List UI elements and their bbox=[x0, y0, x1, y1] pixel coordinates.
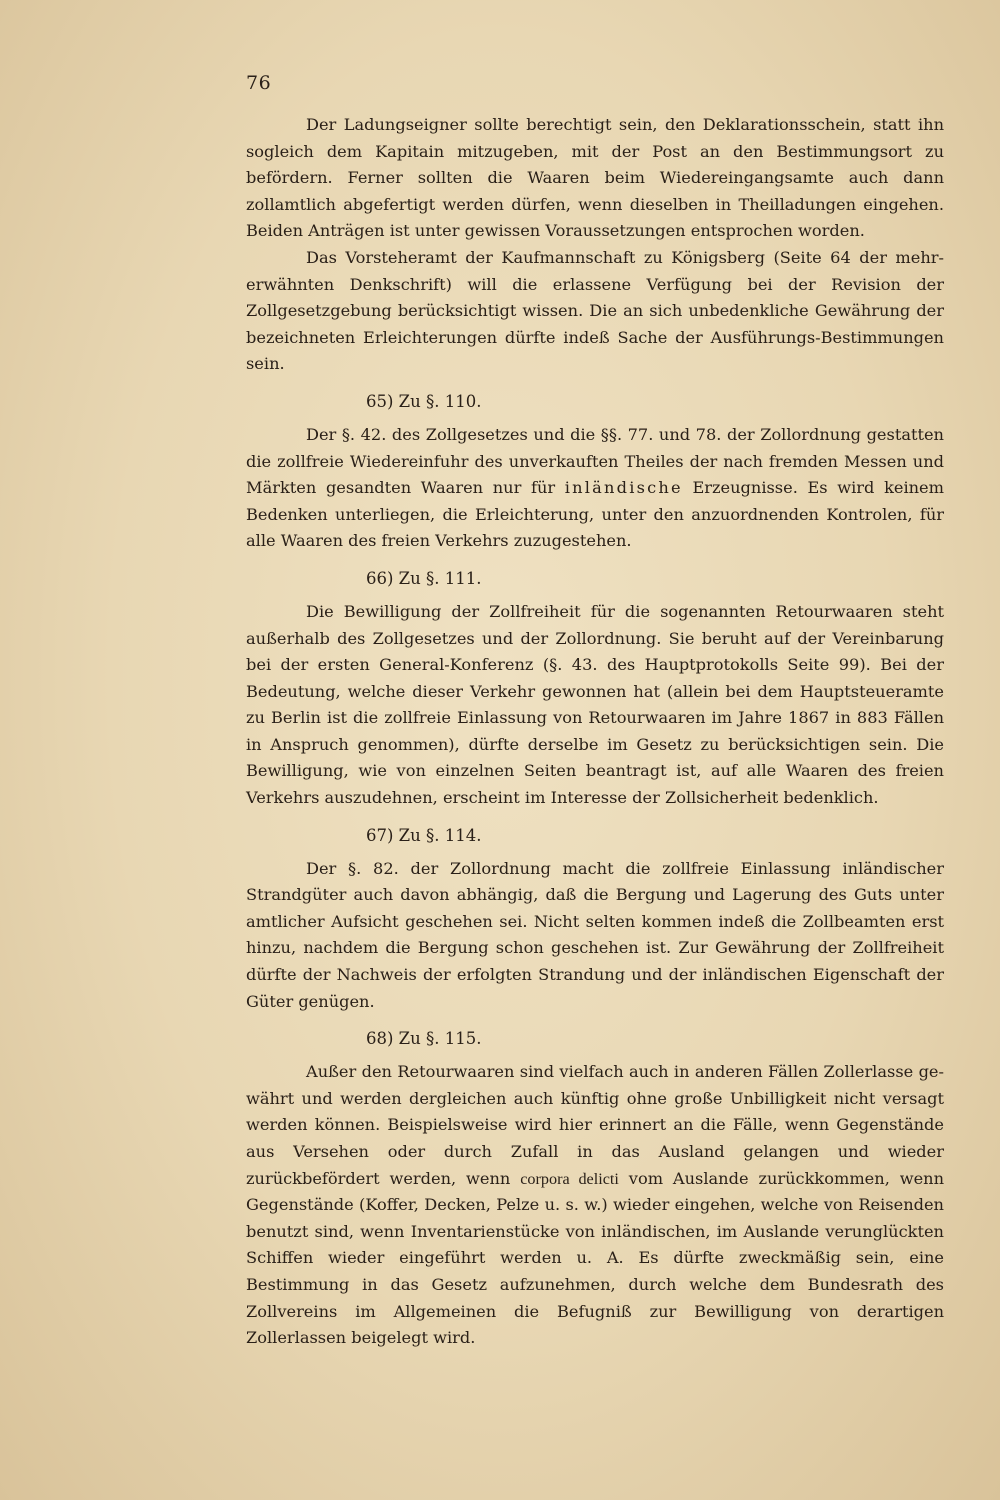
latin-corpora-delicti: corpora delicti bbox=[520, 1169, 619, 1188]
section-heading-66: 66) Zu §. 111. bbox=[366, 568, 482, 588]
section-heading-68: 68) Zu §. 115. bbox=[366, 1029, 482, 1049]
paragraph-section-65 bbox=[246, 422, 944, 555]
section-68-text-end: vom Auslande zurückkommen, wenn Gegenstände (Koffer, Decken, Pelze u. s. w.) wieder eingehen, welche von Reisenden benutzt sind, wenn Inventarienstücke von inländischen, im Auslande verunglückten Schiffen wieder eingeführt werden u. A. Es dürfte zweckmäßig sein, eine Bestimmung in das Gesetz aufzunehmen, durch welche dem Bundesrath des Zollvereins im Allgemeinen die Befugniß zur Bewilligung von derartigen Zollerlassen beigelegt wird. bbox=[246, 1168, 945, 1348]
paragraph-section-66: Die Bewilligung der Zollfreiheit für die sogenannten Retourwaaren steht außerhalb des Zollgesetzes und der Zollordnung. Sie beruht auf der Vereinbarung bei der ersten General-Konferenz (§. 43. des Hauptprotokolls Seite 99). Bei der Bedeutung, welche dieser Verkehr gewonnen hat (allein bei dem Hauptsteueramte zu Berlin ist die zollfreie Einlassung von Retourwaaren im Jahre 1867 in 883 Fällen in Anspruch genommen), dürfte derselbe im Gesetz zu berücksichtigen sein. Die Bewilligung, wie von einzelnen Seiten beantragt ist, auf alle Waaren des freien Verkehrs auszudehnen, erscheint im Interesse der Zollsicherheit bedenklich. bbox=[246, 601, 944, 808]
section-65-text-start: Der §. 42. des Zollgesetzes und die §§. 77. und 78. der Zollordnung gestatten die zollfreie Wiedereinfuhr des unverkauften Theiles der nach fremden Messen und Märkten gesandten Waaren nur für bbox=[246, 424, 944, 498]
paragraph-section-68 bbox=[246, 1059, 944, 1352]
paragraph-koenigsberg: Das Vorsteheramt der Kaufmannschaft zu Königsberg (Seite 64 der mehrerwähnten Denkschrift) will die erlassene Verfügung bei der Revision der Zollgesetzgebung berücksichtigt wissen. Die an sich unbedenkliche Gewährung der bezeichneten Erleichterungen dürfte indeß Sache der Ausführungs-Bestimmungen sein. bbox=[246, 247, 944, 374]
section-heading-67: 67) Zu §. 114. bbox=[366, 825, 482, 845]
section-heading-65: 65) Zu §. 110. bbox=[366, 391, 482, 411]
section-65-text-end: Erzeugnisse. Es wird keinem Bedenken unterliegen, die Erleichterung, unter den anzuordnenden Kontrolen, für alle Waaren des freien Verkehrs zuzugestehen. bbox=[246, 478, 944, 551]
paragraph-section-67: Der §. 82. der Zollordnung macht die zollfreie Einlassung inländischer Strandgüter auch davon abhängig, daß die Bergung und Lagerung des Guts unter amtlicher Aufsicht geschehen sei. Nicht selten kommen indeß die Zollbeamten erst hinzu, nachdem die Bergung schon geschehen ist. Zur Gewährung der Zollfreiheit dürfte der Nachweis der erfolgten Strandung und der inländischen Eigenschaft der Güter genügen. bbox=[246, 858, 944, 1011]
body-text bbox=[246, 112, 944, 1352]
emphasis-inlaendische: inländische bbox=[564, 478, 683, 498]
paragraph-declaration-scheme: Der Ladungseigner sollte berechtigt sein, den Deklarationsschein, statt ihn sogleich dem Kapitain mitzugeben, mit der Post an den Bestimmungsort zu befördern. Ferner sollten die Waaren beim Wiedereingangsamte auch dann zollamtlich abgefertigt werden dürfen, wenn dieselben in Theilladungen eingehen. Beiden Anträgen ist unter gewissen Voraussetzungen entsprochen worden. bbox=[246, 115, 944, 241]
page-number: 76 bbox=[246, 72, 272, 94]
section-68-text-start: Außer den Retourwaaren sind vielfach auch in anderen Fällen Zollerlasse gewährt und werden dergleichen auch künftig ohne große Unbilligkeit nicht versagt werden können. Beispielsweise wird hier erinnert an die Fälle, wenn Gegenstände aus Versehen oder durch Zufall in das Ausland gelangen und wieder zurückbefördert werden, wenn bbox=[246, 1062, 944, 1188]
